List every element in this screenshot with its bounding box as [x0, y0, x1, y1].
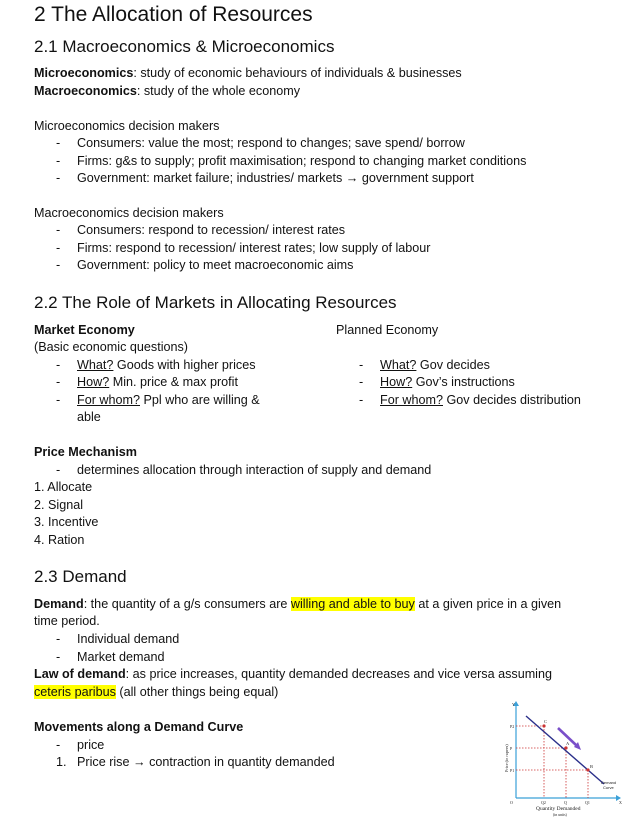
bullet-dash: - [56, 632, 61, 646]
list-item: How? Min. price & max profit [77, 375, 238, 389]
y-axis-tip: Y [512, 702, 515, 707]
curve-label-1: Demand [601, 780, 617, 785]
bullet-dash: - [56, 171, 61, 185]
y-axis-label: Price (in rupees) [504, 744, 509, 772]
list-item: For whom? Ppl who are willing & [77, 393, 260, 407]
planned-economy-title: Planned Economy [336, 323, 439, 337]
origin-label: O [510, 800, 513, 805]
bullet-dash: - [56, 738, 61, 752]
bullet-dash: - [359, 358, 364, 372]
q-label: Q [564, 800, 567, 805]
point-b-label: B [590, 764, 594, 769]
section-heading-2-2: 2.2 The Role of Markets in Allocating Resources [34, 293, 397, 312]
law-of-demand-cont: ceteris paribus (all other things being equal) [34, 685, 279, 699]
section-heading-2-3: 2.3 Demand [34, 567, 127, 586]
macro-term: Macroeconomics [34, 84, 137, 98]
list-item: 2. Signal [34, 498, 84, 512]
bullet-dash: - [56, 136, 61, 150]
movements-title: Movements along a Demand Curve [34, 720, 244, 734]
list-item: Consumers: value the most; respond to changes; save spend/ borrow [77, 136, 465, 150]
demand-definition-cont: time period. [34, 614, 100, 628]
law-of-demand: Law of demand: as price increases, quantity demanded decreases and vice versa assuming [34, 667, 552, 681]
list-item: 4. Ration [34, 533, 85, 547]
point-a-dot [564, 746, 567, 749]
micro-term: Microeconomics [34, 66, 134, 80]
section-heading-2-1: 2.1 Macroeconomics & Microeconomics [34, 37, 335, 56]
list-item: Firms: respond to recession/ interest rates; low supply of labour [77, 241, 431, 255]
bullet-dash: - [56, 375, 61, 389]
q2-label: Q2 [541, 800, 546, 805]
micro-definition [34, 65, 462, 83]
x-axis-tip: X [619, 800, 622, 805]
bullet-dash: - [56, 650, 61, 664]
macro-definition [34, 83, 300, 101]
micro-def: : study of economic behaviours of individuals & businesses [133, 66, 462, 80]
point-a-label: A [566, 741, 570, 746]
list-item: Price rise → contraction in quantity demanded [77, 755, 335, 769]
p-label: P [510, 746, 513, 751]
demand-curve-figure [500, 700, 625, 820]
list-item: Government: policy to meet macroeconomic aims [77, 258, 354, 272]
bullet-dash: - [56, 223, 61, 237]
list-item: Consumers: respond to recession/ interest rates [77, 223, 346, 237]
micro-dm-title: Microeconomics decision makers [34, 119, 220, 133]
bullet-dash: - [359, 375, 364, 389]
highlight: ceteris paribus [34, 685, 116, 699]
list-item: How? Gov’s instructions [380, 375, 515, 389]
market-economy-title: Market Economy [34, 323, 135, 337]
highlight: willing and able to buy [290, 597, 415, 611]
bullet-dash: - [56, 463, 61, 477]
bullet-dash: - [56, 154, 61, 168]
list-item-continuation: able [77, 410, 101, 424]
bullet-dash: - [56, 393, 61, 407]
list-item: Government: market failure; industries/ markets → government support [77, 171, 474, 185]
list-item: price [77, 738, 105, 752]
list-number: 1. [56, 755, 67, 769]
list-item: For whom? Gov decides distribution [380, 393, 581, 407]
x-axis-label: Quantity Demanded [536, 806, 581, 812]
page-title: 2 The Allocation of Resources [34, 3, 313, 26]
market-economy-subtitle: (Basic economic questions) [34, 340, 188, 354]
price-mechanism-title: Price Mechanism [34, 445, 137, 459]
list-item: What? Goods with higher prices [77, 358, 256, 372]
list-item: determines allocation through interaction of supply and demand [77, 463, 432, 477]
list-item: Market demand [77, 650, 165, 664]
list-item: 1. Allocate [34, 480, 93, 494]
bullet-dash: - [56, 358, 61, 372]
list-item: 3. Incentive [34, 515, 99, 529]
list-item: Firms: g&s to supply; profit maximisation; respond to changing market conditions [77, 154, 527, 168]
list-item: What? Gov decides [380, 358, 490, 372]
bullet-dash: - [56, 258, 61, 272]
macro-dm-title: Macroeconomics decision makers [34, 206, 224, 220]
q1-label: Q1 [585, 800, 590, 805]
p2-label: P2 [510, 724, 515, 729]
demand-definition: Demand: the quantity of a g/s consumers are willing and able to buy at a given price in a given [34, 597, 562, 611]
bullet-dash: - [359, 393, 364, 407]
point-c-dot [542, 724, 545, 727]
point-c-label: C [544, 719, 548, 724]
x-axis-sublabel: (in units) [553, 813, 567, 817]
p1-label: P1 [510, 768, 515, 773]
bullet-dash: - [56, 241, 61, 255]
macro-def: : study of the whole economy [136, 84, 301, 98]
demand-curve-line [526, 716, 604, 784]
list-item: Individual demand [77, 632, 180, 646]
curve-label-2: Curve [603, 785, 614, 790]
